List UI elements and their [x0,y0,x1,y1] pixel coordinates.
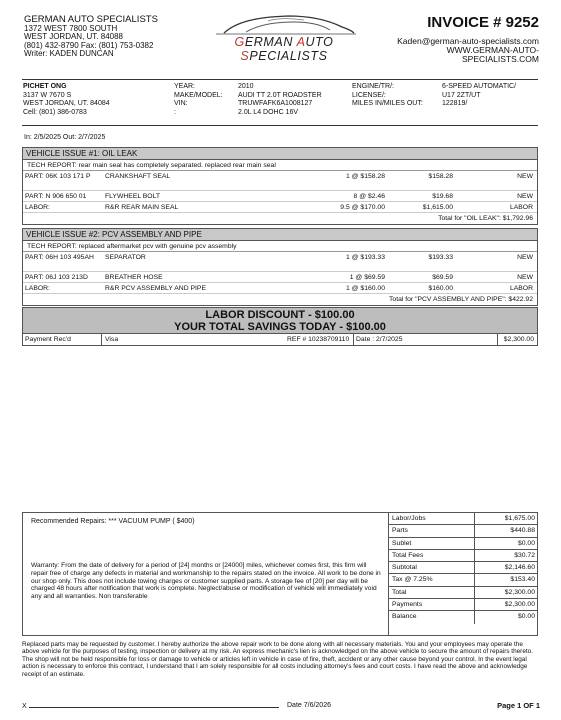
payment-date: Date : 2/7/2025 [356,336,403,343]
engine-desc-label: : [174,109,176,117]
tech-report: TECH REPORT: rear main seal has completely separated. replaced rear main seal [23,160,537,171]
totals-table [388,513,538,636]
part-amount: $158.28 [428,173,453,180]
totals-label: Parts [392,527,408,535]
part-amount: $69.59 [432,274,453,281]
customer-cell: Cell: (801) 386-0783 [23,109,87,117]
vehicle-miles: 122819/ [442,100,468,108]
part-amount: $19.68 [432,193,453,200]
part-code: PART: 06H 103 495AH [25,254,94,261]
totals-value: $153.40 [510,576,535,584]
part-code: PART: 06J 103 213D [25,274,88,281]
issue-total-text: Total for "PCV ASSEMBLY AND PIPE": $422.92 [389,296,533,303]
shop-phones: (801) 432-8790 Fax: (801) 753-0382 [24,40,154,50]
totals-row [389,513,538,525]
totals-row [389,538,538,550]
engine-label: ENGINE/TR/: [352,83,395,90]
part-type: NEW [517,274,533,281]
shop-logo [196,12,372,63]
part-qty: 1 @ $69.59 [349,274,385,281]
totals-label: Payments [392,601,423,609]
part-qty: 8 @ $2.46 [353,193,385,200]
line-item [23,272,537,283]
summary-box [22,512,538,636]
shop-name: GERMAN AUTO SPECIALISTS [24,14,158,25]
issue-total [23,294,537,305]
totals-row [389,587,538,599]
writer: Writer: KADEN DUNCAN [24,49,114,59]
service-dates: In: 2/5/2025 Out: 2/7/2025 [24,134,106,141]
totals-label: Total [392,588,407,596]
vehicle-labels [174,83,223,118]
totals-label: Sublet [392,539,412,547]
totals-label: Total Fees [392,551,424,559]
part-type: NEW [517,173,533,180]
line-item [23,283,537,294]
vehicle-values [238,83,322,118]
shop-website-2: SPECIALISTS.COM [462,54,539,64]
labor-qty: 9.5 @ $170.00 [340,204,385,211]
line-item [23,171,537,191]
make-label: MAKE/MODEL: [174,91,223,99]
part-amount: $193.33 [428,254,453,261]
payment-label: Payment Rec'd [25,336,71,343]
totals-value: $440.88 [510,527,535,535]
issue-header: VEHICLE ISSUE #1: OIL LEAK [23,148,537,160]
totals-row [389,562,538,574]
vehicle-engine-desc: 2.0L L4 DOHC 16V [238,109,299,117]
vehicle-make: AUDI TT 2.0T ROADSTER [238,91,322,99]
vehicle-license: U17 2ZT/UT [442,91,481,99]
part-desc: FLYWHEEL BOLT [105,193,161,200]
vehicle-values-2 [442,83,516,109]
line-item [23,191,537,202]
part-code: PART: N 906 650 01 [25,193,87,200]
license-label: LICENSE/: [352,91,386,99]
labor-desc: R&R REAR MAIN SEAL [105,204,179,211]
logo-wordmark: GERMAN AUTO SPECIALISTS [234,35,334,63]
shop-address-1: 1372 WEST 7800 SOUTH [24,23,118,33]
labor-amount: $160.00 [428,285,453,292]
totals-value: $2,146.60 [504,564,535,572]
customer-address-2: WEST JORDAN, UT. 84084 [23,100,110,108]
totals-value: $1,675.00 [504,515,535,522]
totals-label: Subtotal [392,564,417,572]
shop-address-2: WEST JORDAN, UT. 84088 [24,32,123,42]
issue-total-text: Total for "OIL LEAK": $1,792.96 [438,215,533,222]
authorization-disclaimer: Replaced parts may be requested by customer. I hereby authorize the above repair work to be done along with all necessary materials. You and your employees may operate the above vehicle for the purposes of testing, inspection or delivery at my risk. An express mechanic's lien is acknowledged on the above vehicle to secure the amount of repairs thereto. The shop will not be held responsible for loss or damage to vehicle or articles left in vehicle in case of fire, theft, accident or any other cause beyond your control. In the event legal action is necessary to enforce this contract, I understand that I am solely responsible for all costs including attorney's fees and court costs. I have read the above and acknowledge receipt of an estimate. [22,641,533,678]
labor-desc: R&R PCV ASSEMBLY AND PIPE [105,285,206,292]
warranty-text: Warranty: From the date of delivery for a period of [24] months or [24000] miles, whichever comes first, this firm will repair free of charge any defects in material and workmanship to the repairs stated on the invoice. All work to be done in our shop only. This does not include towing charges or customer supplied parts. A storage fee of [20] per day will be charged 48 hours after notification that work is complete. Neglect/abuse or modification of vehicle will immediately void any and all warranties. Non transferable [31,562,381,601]
invoice-title: INVOICE # 9252 [427,14,539,31]
customer-name: PICHET ONG [23,83,67,90]
labor-type: LABOR [509,285,533,292]
tech-report: TECH REPORT: replaced aftermarket pcv with genuine pcv assembly [23,241,537,252]
part-type: NEW [517,193,533,200]
labor-amount: $1,615.00 [422,204,453,211]
issue-header: VEHICLE ISSUE #2: PCV ASSEMBLY AND PIPE [23,229,537,241]
totals-value: $2,300.00 [504,588,535,596]
totals-row [389,574,538,586]
totals-row [389,599,538,611]
customer-info [23,83,110,118]
part-desc: BREATHER HOSE [105,274,163,281]
issue-total [23,213,537,224]
page-number: Page 1 OF 1 [497,701,540,710]
vehicle-engine: 6-SPEED AUTOMATIC/ [442,83,517,90]
part-qty: 1 @ $158.28 [345,173,385,180]
labor-type: LABOR [509,204,533,211]
vehicle-issue-2 [22,228,538,306]
totals-value: $30.72 [514,551,535,559]
miles-label: MILES IN/MILES OUT: [352,100,423,108]
labor-code: LABOR: [25,204,50,211]
line-item [23,252,537,272]
signature-x: X [22,703,27,710]
vehicle-issue-1 [22,147,538,225]
payment-amount: $2,300.00 [503,336,534,343]
vehicle-year: 2010 [238,83,254,90]
labor-code: LABOR: [25,285,50,292]
part-desc: CRANKSHAFT SEAL [105,173,171,180]
labor-discount: LABOR DISCOUNT - $100.00 [205,309,355,321]
shop-website-1: WWW.GERMAN-AUTO- [446,45,539,55]
totals-value: $0.00 [517,539,535,547]
part-code: PART: 06K 103 171 P [25,173,91,180]
payment-ref: REF # 10238709110 [287,336,350,343]
payment-row [22,334,538,346]
totals-label: Tax @ 7.25% [392,576,433,584]
recommended-repairs: Recommended Repairs: *** VACUUM PUMP ( $400) [31,518,195,525]
shop-info [24,16,158,59]
totals-value: $2,300.00 [504,601,535,609]
total-savings: YOUR TOTAL SAVINGS TODAY - $100.00 [174,321,386,333]
totals-label: Balance [392,613,417,621]
totals-row [389,550,538,562]
vehicle-vin: TRUWFAFK6A1008127 [238,100,313,108]
savings-banner [22,307,538,334]
totals-row [389,611,538,623]
signature-line[interactable] [22,702,279,710]
shop-email: Kaden@german-auto-specialists.com [397,36,539,46]
vehicle-labels-2 [352,83,423,109]
labor-qty: 1 @ $160.00 [345,285,385,292]
line-item [23,202,537,213]
customer-vehicle-box [22,79,538,126]
part-qty: 1 @ $193.33 [345,254,385,261]
totals-row [389,525,538,537]
year-label: YEAR: [174,83,196,90]
part-type: NEW [517,254,533,261]
vin-label: VIN: [174,100,188,108]
payment-method: Visa [105,336,119,343]
totals-label: Labor/Jobs [392,515,426,522]
signature-date: Date 7/6/2026 [287,702,331,709]
customer-address-1: 3137 W 7670 S [23,91,72,99]
invoice-header [397,14,539,64]
totals-value: $0.00 [517,613,535,621]
part-desc: SEPARATOR [105,254,146,261]
